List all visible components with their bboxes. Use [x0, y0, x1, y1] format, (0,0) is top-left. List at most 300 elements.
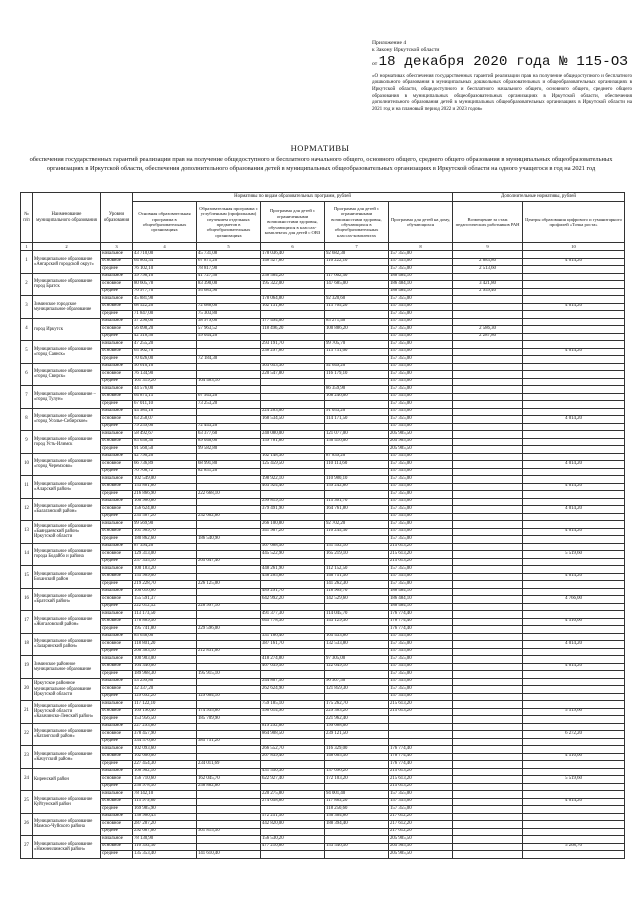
- norm-value: [453, 468, 523, 476]
- norm-value: 176 774,40: [389, 746, 453, 754]
- norm-value: [523, 543, 625, 551]
- table-row: [21, 506, 625, 514]
- norm-value: 121 077,00: [325, 431, 389, 439]
- norm-value: 186 484,10: [389, 281, 453, 289]
- municipality-name: Муниципальное образование «Братский район»: [33, 588, 101, 611]
- norm-value: 177 494,00: [261, 318, 325, 326]
- table-row: [21, 776, 625, 784]
- norm-value: 80 605,78: [133, 281, 197, 289]
- norm-value: [523, 521, 625, 529]
- norm-value: [523, 626, 625, 634]
- row-number: 10: [21, 453, 33, 476]
- norm-value: 174 935,80: [197, 708, 261, 716]
- education-level: основное: [101, 461, 133, 469]
- norm-value: 53 299,80: [133, 678, 197, 686]
- norm-value: 445 522,90: [261, 551, 325, 559]
- norm-value: [197, 791, 261, 799]
- norm-value: 331 186,40: [261, 633, 325, 641]
- education-level: основное: [101, 326, 133, 334]
- table-row: [21, 746, 625, 754]
- appendix-description: «О нормативах обеспечения государственных гарантий реализации прав на получение общедоступного и бесплатного дошкольного образования в муниципальных дошкольных образовательных и общеобразовательных организациях в Иркутской области, общедоступного и бесплатного начального общего, основного общего, среднего общего образования в муниципальных общеобразовательных организациях в Иркутской области, обеспечения дополнительного образования детей в муниципальных общеобразовательных организациях в Иркутской области на 2021 год и на плановый период 2022 и 2023 годов»: [372, 72, 632, 112]
- education-level: начальное: [101, 746, 133, 754]
- education-level: основное: [101, 753, 133, 761]
- norm-value: 590 014,90: [261, 708, 325, 716]
- norm-value: 118 496,20: [261, 326, 325, 334]
- norm-value: 2 883,80: [453, 258, 523, 266]
- norm-value: [325, 513, 389, 521]
- norm-value: 157 355,00: [389, 798, 453, 806]
- norm-value: 220 275,80: [261, 791, 325, 799]
- norm-value: [197, 588, 261, 596]
- education-level: начальное: [101, 701, 133, 709]
- norm-value: 217 612,20: [389, 828, 453, 836]
- norm-value: 64 875,15: [133, 393, 197, 401]
- table-row: [21, 371, 625, 379]
- norm-value: 99 569,90: [133, 521, 197, 529]
- col-number: 7: [325, 243, 389, 251]
- table-row: [21, 633, 625, 641]
- norm-value: [453, 498, 523, 506]
- norm-value: 71 847,00: [133, 311, 197, 319]
- education-level: среднее: [101, 558, 133, 566]
- norm-value: [523, 648, 625, 656]
- norm-value: 864 908,50: [261, 731, 325, 739]
- norm-value: 176 774,40: [389, 761, 453, 769]
- norm-value: 4 516,00: [523, 753, 625, 761]
- table-row: [21, 453, 625, 461]
- norm-value: [453, 731, 523, 739]
- norm-value: 5 268,70: [523, 843, 625, 851]
- norm-value: [453, 813, 523, 821]
- norm-value: 4 014,20: [523, 348, 625, 356]
- col-number: 3: [101, 243, 133, 251]
- norm-value: [453, 566, 523, 574]
- table-row: [21, 476, 625, 484]
- norm-value: [261, 761, 325, 769]
- education-level: начальное: [101, 453, 133, 461]
- municipality-name: Муниципальное образование город Усть-Илимск: [33, 431, 101, 454]
- table-row: [21, 731, 625, 739]
- norm-value: [197, 371, 261, 379]
- table-row: [21, 288, 625, 296]
- norm-value: [453, 851, 523, 859]
- norm-value: [261, 288, 325, 296]
- norm-value: 102 093,60: [133, 746, 197, 754]
- education-level: основное: [101, 843, 133, 851]
- norm-value: 229 363,20: [325, 708, 389, 716]
- norm-value: 75 303,80: [197, 311, 261, 319]
- norm-value: 186 484,10: [389, 273, 453, 281]
- norm-value: 92 702,20: [325, 521, 389, 529]
- norm-value: 378 457,90: [133, 731, 197, 739]
- norm-value: 224 263,00: [261, 408, 325, 416]
- norm-value: 72 184,30: [197, 356, 261, 364]
- norm-value: 5 519,60: [523, 551, 625, 559]
- norm-value: [453, 348, 523, 356]
- norm-value: [197, 686, 261, 694]
- norm-value: [197, 596, 261, 604]
- norm-value: [523, 371, 625, 379]
- norm-value: 266 552,70: [261, 746, 325, 754]
- norm-value: 222 012,52: [133, 603, 197, 611]
- norm-value: [453, 708, 523, 716]
- norm-value: [325, 266, 389, 274]
- norm-value: 155 969,00: [133, 573, 197, 581]
- norm-value: [325, 491, 389, 499]
- table-row: [21, 543, 625, 551]
- norm-value: [453, 633, 523, 641]
- norm-value: 4 014,20: [523, 303, 625, 311]
- norm-value: [325, 738, 389, 746]
- norm-value: 215 613,20: [389, 783, 453, 791]
- norm-value: 70 026,00: [133, 356, 197, 364]
- norm-value: [523, 581, 625, 589]
- norm-value: 108 246,00: [325, 393, 389, 401]
- norm-value: [197, 723, 261, 731]
- norm-value: 86 359,90: [325, 386, 389, 394]
- norm-value: [197, 701, 261, 709]
- norm-value: [261, 738, 325, 746]
- row-number: 9: [21, 431, 33, 454]
- norm-value: [261, 693, 325, 701]
- norm-value: [523, 723, 625, 731]
- norm-value: 157 355,00: [389, 303, 453, 311]
- education-level: среднее: [101, 806, 133, 814]
- norm-value: 227 293,80: [133, 723, 197, 731]
- norm-value: 157 355,00: [389, 453, 453, 461]
- norm-value: [389, 716, 453, 724]
- table-row: [21, 386, 625, 394]
- row-number: 15: [21, 566, 33, 589]
- norm-value: 205 905,50: [389, 431, 453, 439]
- norm-value: [453, 423, 523, 431]
- norm-value: [325, 783, 389, 791]
- norm-value: [523, 296, 625, 304]
- norm-value: 45 731,08: [197, 251, 261, 259]
- norm-value: 100 016,60: [133, 588, 197, 596]
- table-row: [21, 483, 625, 491]
- norm-value: [523, 536, 625, 544]
- table-row: [21, 536, 625, 544]
- education-level: начальное: [101, 408, 133, 416]
- col-header-advanced: Образовательная программа с углубленным (профильным) изучением отдельных предметов в общеобразовательных организациях: [197, 202, 261, 243]
- norm-value: 157 355,00: [389, 393, 453, 401]
- norm-value: 122 649,10: [325, 663, 389, 671]
- norm-value: [523, 633, 625, 641]
- norm-value: [197, 296, 261, 304]
- norm-value: 178 869,50: [133, 618, 197, 626]
- norm-value: 66 736,89: [133, 461, 197, 469]
- norm-value: [453, 723, 523, 731]
- norm-value: 106 902,10: [133, 768, 197, 776]
- education-level: основное: [101, 303, 133, 311]
- norm-value: [453, 701, 523, 709]
- norm-value: 176 774,40: [389, 626, 453, 634]
- table-row: [21, 851, 625, 859]
- norm-value: 129 604,10: [197, 693, 261, 701]
- education-level: начальное: [101, 633, 133, 641]
- norm-value: [523, 716, 625, 724]
- norm-value: 102 549,00: [133, 476, 197, 484]
- education-level: основное: [101, 393, 133, 401]
- norm-value: [197, 521, 261, 529]
- table-row: [21, 708, 625, 716]
- norm-value: [197, 611, 261, 619]
- norm-value: 266 100,80: [261, 521, 325, 529]
- norm-value: [261, 491, 325, 499]
- norm-value: [523, 438, 625, 446]
- norm-value: 73 253,20: [197, 401, 261, 409]
- education-level: среднее: [101, 513, 133, 521]
- table-row: [21, 596, 625, 604]
- norm-value: [389, 731, 453, 739]
- norm-value: [453, 483, 523, 491]
- norm-value: 240 080,00: [261, 431, 325, 439]
- norm-value: 100 903,00: [133, 656, 197, 664]
- norm-value: [453, 296, 523, 304]
- norm-value: 244 807,50: [261, 678, 325, 686]
- norm-value: [325, 468, 389, 476]
- education-level: основное: [101, 821, 133, 829]
- norm-value: [453, 311, 523, 319]
- norm-value: 157 355,00: [389, 573, 453, 581]
- table-row: [21, 648, 625, 656]
- norm-value: [523, 611, 625, 619]
- norm-value: 215 613,20: [389, 768, 453, 776]
- norm-value: 274 058,80: [261, 798, 325, 806]
- table-row: [21, 446, 625, 454]
- norm-value: 215 613,20: [389, 701, 453, 709]
- norm-value: [325, 693, 389, 701]
- norm-value: 50 610,10: [133, 363, 197, 371]
- norm-value: [197, 663, 261, 671]
- education-level: начальное: [101, 363, 133, 371]
- education-level: основное: [101, 371, 133, 379]
- table-row: [21, 513, 625, 521]
- col-number: 9: [453, 243, 523, 251]
- document-subtitle: обеспечения государственных гарантий реализации прав на получение общедоступного и бесплатного начального общего, основного общего, среднего общего образования в муниципальных общеобразовательных организациях в Иркутской области, обеспечения дополнительного образования детей в муниципальных общеобразовательных организациях в Иркутской области на одного учащегося в год на 2021 год: [29, 156, 613, 172]
- norm-value: [453, 528, 523, 536]
- norm-value: 212 831,00: [197, 648, 261, 656]
- norm-value: 2 959,40: [453, 288, 523, 296]
- norm-value: 146 527,80: [261, 258, 325, 266]
- norm-value: [523, 851, 625, 859]
- table-row: [21, 318, 625, 326]
- norm-value: 135 353,40: [133, 851, 197, 859]
- norm-value: [453, 378, 523, 386]
- norm-value: [453, 431, 523, 439]
- education-level: среднее: [101, 401, 133, 409]
- norm-value: 157 355,00: [389, 528, 453, 536]
- norm-value: [453, 513, 523, 521]
- norm-value: [453, 671, 523, 679]
- row-number: 23: [21, 746, 33, 769]
- norm-value: 222 668,10: [197, 491, 261, 499]
- norm-value: 157 355,00: [389, 326, 453, 334]
- norm-value: 156 710,60: [133, 776, 197, 784]
- row-number: 19: [21, 656, 33, 679]
- norm-value: [523, 468, 625, 476]
- norm-value: 157 355,00: [389, 356, 453, 364]
- table-row: [21, 618, 625, 626]
- norm-value: 155 591,37: [133, 596, 197, 604]
- norm-value: 622 927,40: [261, 776, 325, 784]
- norm-value: 4 014,20: [523, 663, 625, 671]
- norm-value: 100 966,80: [133, 498, 197, 506]
- col-header-ovz-special: Программа для детей с ограниченными возможностями здоровья, обучающихся в классах-комплектах для детей с ОВЗ: [261, 202, 325, 243]
- norm-value: 205 905,50: [389, 836, 453, 844]
- norm-value: [453, 536, 523, 544]
- norm-value: 164 346,00: [133, 663, 197, 671]
- education-level: основное: [101, 731, 133, 739]
- norm-value: [453, 776, 523, 784]
- norm-value: [197, 386, 261, 394]
- education-level: начальное: [101, 251, 133, 259]
- education-level: основное: [101, 551, 133, 559]
- norm-value: 92 649,20: [325, 363, 389, 371]
- municipality-name: Киренский район: [33, 768, 101, 791]
- norm-value: 157 355,00: [389, 378, 453, 386]
- norm-value: [453, 618, 523, 626]
- norm-value: 642 992,20: [261, 596, 325, 604]
- norm-value: 95 683,90: [197, 288, 261, 296]
- norm-value: 87 839,20: [325, 453, 389, 461]
- norm-value: [261, 806, 325, 814]
- norm-value: 387 161,70: [261, 641, 325, 649]
- norm-value: [523, 393, 625, 401]
- norm-value: 431 550,30: [261, 768, 325, 776]
- norm-value: 4 014,20: [523, 798, 625, 806]
- norm-value: [261, 558, 325, 566]
- norm-value: 64 863,54: [133, 258, 197, 266]
- norm-value: 178 036,40: [261, 251, 325, 259]
- norm-value: [523, 318, 625, 326]
- norm-value: 301 815,50: [197, 828, 261, 836]
- norm-value: [453, 783, 523, 791]
- norm-value: [453, 843, 523, 851]
- norm-value: [197, 821, 261, 829]
- norm-value: [453, 476, 523, 484]
- norm-value: [453, 753, 523, 761]
- norm-value: 6 272,20: [523, 731, 625, 739]
- table-row: [21, 843, 625, 851]
- norm-value: 85 271,40: [325, 318, 389, 326]
- municipality-name: Муниципальное образование Мамско-Чуйского района: [33, 813, 101, 836]
- norm-value: 118 801,20: [133, 641, 197, 649]
- norm-value: 157 355,00: [389, 648, 453, 656]
- norm-value: 116 329,00: [325, 746, 389, 754]
- norm-value: [325, 401, 389, 409]
- norm-value: [389, 738, 453, 746]
- norm-value: 100 183,20: [133, 566, 197, 574]
- norm-value: 45 881,98: [133, 296, 197, 304]
- norm-value: [453, 551, 523, 559]
- norm-value: 341 907,20: [261, 528, 325, 536]
- norm-value: 4 014,20: [523, 528, 625, 536]
- norm-value: [261, 603, 325, 611]
- norm-value: 157 355,00: [389, 693, 453, 701]
- education-level: основное: [101, 618, 133, 626]
- norm-value: 4 014,20: [523, 461, 625, 469]
- norm-value: [453, 798, 523, 806]
- education-level: начальное: [101, 431, 133, 439]
- norm-value: [523, 288, 625, 296]
- norm-value: 176 774,40: [389, 753, 453, 761]
- norm-value: 118 969,70: [325, 588, 389, 596]
- table-row: [21, 281, 625, 289]
- norm-value: 38 979,00: [197, 318, 261, 326]
- norm-value: 156 624,80: [133, 506, 197, 514]
- norm-value: 168 534,50: [261, 416, 325, 424]
- table-row: [21, 641, 625, 649]
- col-number: 4: [133, 243, 197, 251]
- norm-value: 169 190,40: [133, 708, 197, 716]
- norm-value: [523, 363, 625, 371]
- norm-value: [261, 716, 325, 724]
- norm-value: [523, 558, 625, 566]
- norm-value: 157 355,00: [389, 566, 453, 574]
- row-number: 6: [21, 363, 33, 386]
- norm-value: 200 363,10: [133, 648, 197, 656]
- education-level: начальное: [101, 723, 133, 731]
- education-level: среднее: [101, 603, 133, 611]
- norm-value: 645 778,30: [261, 618, 325, 626]
- table-row: [21, 716, 625, 724]
- norm-value: 114 171,50: [325, 416, 389, 424]
- col-number: 5: [197, 243, 261, 251]
- norm-value: 70 708,72: [133, 468, 197, 476]
- norm-value: [325, 671, 389, 679]
- norm-value: [523, 251, 625, 259]
- row-number: 5: [21, 341, 33, 364]
- norm-value: 157 355,00: [389, 686, 453, 694]
- norm-value: [523, 678, 625, 686]
- norm-value: [453, 836, 523, 844]
- norm-value: [453, 371, 523, 379]
- norm-value: [453, 603, 523, 611]
- norm-value: [197, 813, 261, 821]
- appendix-label: Приложение 4: [372, 40, 407, 46]
- appendix-date: [372, 55, 632, 70]
- norm-value: [261, 536, 325, 544]
- norm-value: [523, 588, 625, 596]
- row-number: 21: [21, 701, 33, 724]
- norm-value: 76 102,10: [133, 266, 197, 274]
- norm-value: [523, 326, 625, 334]
- norm-value: 132 533,80: [325, 641, 389, 649]
- appendix-block: [372, 40, 632, 112]
- norm-value: 68 522,20: [133, 303, 197, 311]
- education-level: основное: [101, 258, 133, 266]
- norm-value: [197, 678, 261, 686]
- education-level: среднее: [101, 783, 133, 791]
- row-number: 3: [21, 296, 33, 319]
- norm-value: [261, 468, 325, 476]
- norm-value: 63 258,07: [133, 416, 197, 424]
- municipality-name: город Иркутск: [33, 318, 101, 341]
- norm-value: [197, 798, 261, 806]
- norm-value: 151 592,10: [325, 543, 389, 551]
- norm-value: [453, 738, 523, 746]
- table-row: [21, 821, 625, 829]
- col-header-growth-points: Центры образования цифрового и гуманитарного профилей «Точка роста»: [523, 202, 625, 243]
- norm-value: 116 245,30: [325, 528, 389, 536]
- norm-value: 78 817,90: [197, 266, 261, 274]
- document-title: НОРМАТИВЫ: [290, 143, 350, 153]
- norm-value: [453, 648, 523, 656]
- norm-value: [261, 851, 325, 859]
- norm-value: 250 978,50: [133, 783, 197, 791]
